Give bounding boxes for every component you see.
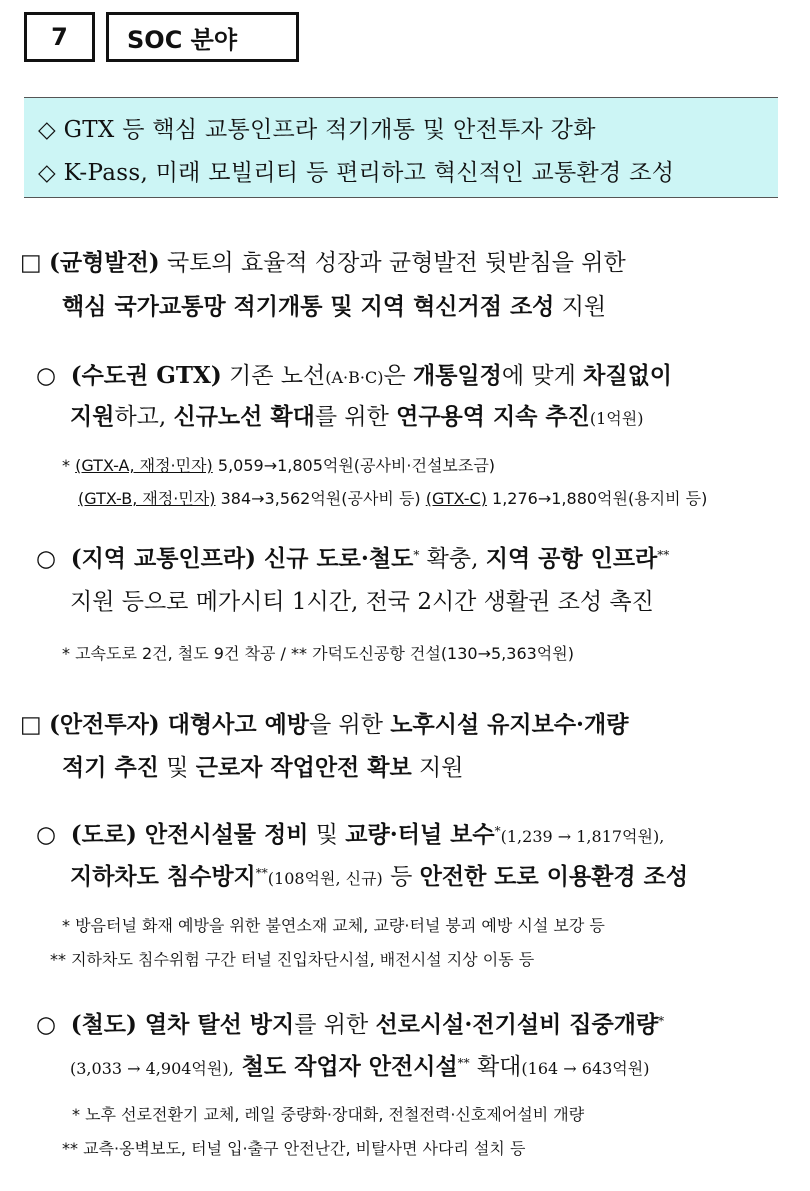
rail-note-1: * 노후 선로전환기 교체, 레일 중량화·장대화, 전철전력·신호제어설비 개량	[72, 1105, 585, 1124]
regional-line-2: 지원 등으로 메가시티 1시간, 전국 2시간 생활권 조성 촉진	[70, 589, 654, 615]
road-note-1: * 방음터널 화재 예방을 위한 불연소재 교체, 교량·터널 붕괴 예방 시설 보강 등	[62, 916, 605, 935]
road-line-2	[70, 862, 688, 894]
road-text-a: 안전시설물 정비	[136, 821, 309, 848]
gtx-note-c-text: 1,276→1,880억원(용지비 등)	[486, 489, 708, 508]
gtx-text-a: 기존 노선	[221, 363, 326, 389]
gtx-text-b: (A·B·C)	[325, 368, 384, 387]
safety-text-b: 을 위한	[309, 712, 391, 738]
balance-label: (균형발전)	[49, 249, 160, 276]
circle-bullet: ○	[36, 363, 57, 389]
gtx-text-d: 개통일정	[412, 362, 502, 389]
road-label: (도로)	[70, 821, 137, 848]
rail-line-1	[36, 1010, 664, 1040]
gtx-text-j: 를 위한	[314, 404, 397, 430]
regional-line-1	[36, 544, 669, 574]
balance-text: 국토의 효율적 성장과 균형발전 뒷받침을 위한	[159, 250, 626, 276]
gtx-note-2	[78, 488, 707, 510]
rail-text-a: 열차 탈선 방지	[136, 1011, 295, 1038]
regional-text-b: 확충,	[419, 546, 486, 572]
gtx-note-a-text: 5,059→1,805억원(공사비·건설보조금)	[212, 456, 496, 475]
rail-text-b: 를 위한	[294, 1012, 376, 1038]
road-text-c: 교량·터널 보수	[345, 821, 495, 848]
safety-label: (안전투자)	[49, 711, 160, 738]
road-text-b: 및	[308, 822, 346, 848]
safety-text-a: 대형사고 예방	[159, 711, 310, 738]
regional-sup-1: *	[413, 548, 420, 562]
safety-text-c: 노후시설 유지보수·개량	[390, 711, 629, 738]
gtx-line-1	[36, 361, 672, 393]
balance-heading-line-1	[20, 248, 786, 278]
rail-label: (철도)	[70, 1011, 137, 1038]
square-bullet: □	[20, 712, 42, 738]
safety-text-g: 지원	[411, 755, 464, 781]
regional-text-a: 신규 도로·철도	[256, 545, 414, 572]
road-text-g: 등	[382, 864, 420, 890]
section-title: SOC 분야	[106, 12, 299, 62]
road-text-f: (108억원, 신규)	[267, 869, 383, 888]
gtx-text-i: 신규노선 확대	[173, 403, 315, 430]
gtx-line-2	[70, 402, 643, 434]
balance-heading-line-2	[62, 292, 606, 322]
rail-text-f: 확대	[469, 1054, 522, 1080]
road-text-d: (1,239 → 1,817억원),	[500, 827, 665, 846]
rail-note-2: ** 교측·옹벽보도, 터널 입·출구 안전난간, 비탈사면 사다리 설치 등	[62, 1139, 526, 1158]
rail-text-d: (3,033 → 4,904억원),	[70, 1059, 234, 1078]
gtx-note-a-label: (GTX-A, 재정·민자)	[75, 456, 213, 475]
rail-text-c: 선로시설·전기설비 집중개량	[375, 1011, 659, 1038]
rail-sup-1: *	[658, 1014, 665, 1028]
road-text-e: 지하차도 침수방지	[70, 863, 256, 890]
gtx-note-c-label: (GTX-C)	[425, 489, 487, 508]
rail-text-g: (164 → 643억원)	[521, 1059, 650, 1078]
summary-box	[24, 97, 778, 198]
gtx-text-l: (1억원)	[589, 409, 644, 428]
gtx-note-b-label: (GTX-B, 재정·민자)	[78, 489, 216, 508]
regional-sup-2: **	[657, 548, 670, 562]
gtx-text-e: 에 맞게	[501, 363, 584, 389]
balance-tail: 지원	[554, 294, 607, 320]
safety-text-d: 적기 추진	[62, 754, 159, 781]
regional-text-c: 지역 공항 인프라	[485, 545, 658, 572]
safety-heading-line-2	[62, 753, 463, 783]
summary-line-1: ◇ GTX 등 핵심 교통인프라 적기개통 및 안전투자 강화	[38, 117, 596, 143]
safety-text-f: 근로자 작업안전 확보	[195, 754, 412, 781]
rail-text-e: 철도 작업자 안전시설	[233, 1053, 458, 1080]
gtx-text-g: 지원	[70, 403, 115, 430]
gtx-text-f: 차질없이	[583, 362, 673, 389]
summary-line-2: ◇ K-Pass, 미래 모빌리티 등 편리하고 혁신적인 교통환경 조성	[38, 160, 675, 186]
gtx-label: (수도권 GTX)	[70, 362, 222, 389]
road-note-2: ** 지하차도 침수위험 구간 터널 진입차단시설, 배전시설 지상 이동 등	[50, 950, 535, 969]
circle-bullet: ○	[36, 546, 57, 572]
road-sup-2: **	[255, 866, 268, 880]
circle-bullet: ○	[36, 1012, 57, 1038]
safety-heading-line-1	[20, 710, 629, 740]
road-line-1	[36, 820, 664, 852]
section-number: 7	[24, 12, 95, 62]
square-bullet: □	[20, 250, 42, 276]
gtx-note-star: *	[62, 456, 70, 475]
gtx-text-k: 연구용역 지속 추진	[396, 403, 590, 430]
safety-text-e: 및	[158, 755, 196, 781]
regional-note: * 고속도로 2건, 철도 9건 착공 / ** 가덕도신공항 건설(130→5,363억원)	[62, 644, 574, 663]
road-text-h: 안전한 도로 이용환경 조성	[419, 863, 689, 890]
rail-sup-2: **	[457, 1056, 470, 1070]
regional-label: (지역 교통인프라)	[70, 545, 257, 572]
rail-line-2	[70, 1052, 649, 1084]
road-sup-1: *	[494, 824, 501, 838]
circle-bullet: ○	[36, 822, 57, 848]
gtx-text-h: 하고,	[114, 404, 174, 430]
gtx-note-1	[62, 455, 495, 477]
gtx-text-c: 은	[383, 363, 413, 389]
balance-bold-text: 핵심 국가교통망 적기개통 및 지역 혁신거점 조성	[62, 293, 555, 320]
gtx-note-b-text: 384→3,562억원(공사비 등)	[215, 489, 426, 508]
